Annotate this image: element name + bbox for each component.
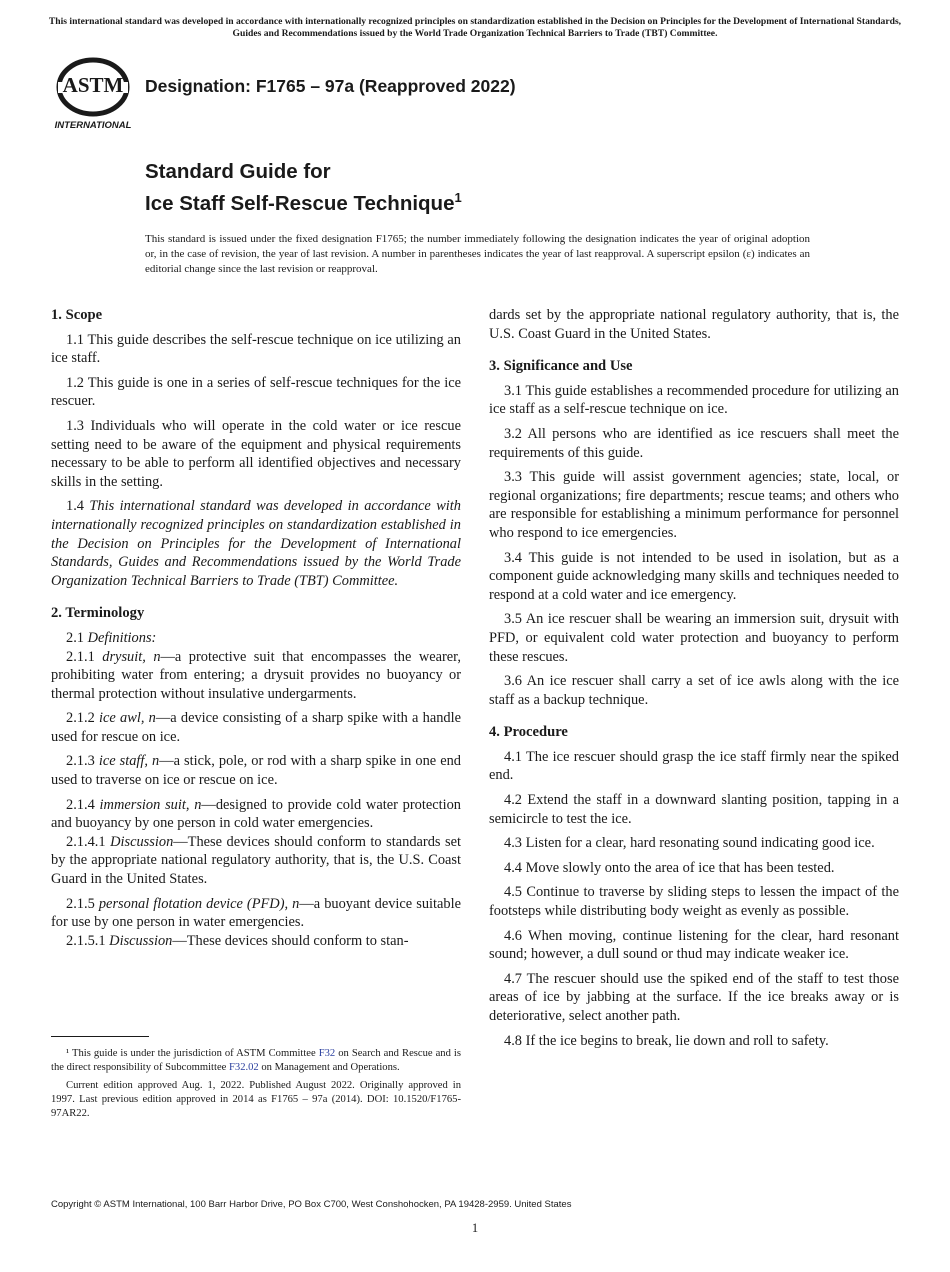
paragraph-4-4: 4.4 Move slowly onto the area of ice that has been tested. [504,859,835,876]
definition-ice-staff: 2.1.3 ice staff, n—a stick, pole, or rod with a sharp spike in one end used to traverse on ice or rescue on ice. [51,753,461,789]
committee-f32-link[interactable]: F32 [318,1048,336,1059]
paragraph-4-6: 4.6 When moving, continue listening for the clear, hard resonant sound; however, a dull sound or thud may indicate weaker ice. [489,927,899,963]
paragraph-4-8: 4.8 If the ice begins to break, lie down and roll to safety. [504,1032,829,1049]
paragraph-3-6: 3.6 An ice rescuer shall carry a set of ice awls along with the ice staff as a backup technique. [489,673,899,708]
paragraph-2-1: 2.1 Definitions: [66,629,157,646]
definition-ice-awl: 2.1.2 ice awl, n—a device consisting of a sharp spike with a handle used for rescue on ice. [51,710,461,745]
page-number: 1 [471,1221,479,1235]
paragraph-4-1: 4.1 The ice rescuer should grasp the ice staff firmly near the spiked end. [489,748,899,784]
paragraph-3-4: 3.4 This guide is not intended to be used in isolation, but as a component guide acknowledging many skills and techniques needed to respond at a cold water and ice emergency. [489,549,899,603]
paragraph-3-3: 3.3 This guide will assist government agencies; state, local, or regional organizations; fire departments; rescue teams; and others who are responsible for establishing a minimum performance for personnel who respond to ice emergencies. [489,469,899,541]
left-column [51,306,461,956]
designation: Designation: F1765 – 97a (Reapproved 2022) [145,76,516,96]
section-heading-procedure: 4. Procedure [489,724,568,741]
paragraph-4-3: 4.3 Listen for a clear, hard resonating sound indicating good ice. [504,835,875,852]
astm-logo-label: INTERNATIONAL [54,120,132,131]
footnote-divider [51,1036,149,1037]
paragraph-4-5: 4.5 Continue to traverse by sliding steps to lessen the impact of the footsteps while distributing body weight as evenly as possible. [489,884,899,920]
right-column [489,306,899,1056]
paragraph-1-2: 1.2 This guide is one in a series of self-rescue techniques for the ice rescuer. [51,374,461,410]
paragraph-1-3: 1.3 Individuals who will operate in the cold water or ice rescue setting need to be aware of the equipment and physical requirements necessary to be able to perform all identified objectives and necessary skills in the setting. [51,417,461,490]
title-line-1: Standard Guide for [145,160,331,183]
paragraph-1-1: 1.1 This guide describes the self-rescue technique on ice utilizing an ice staff. [51,331,461,367]
discussion-2-1-4-1: 2.1.4.1 Discussion—These devices should conform to standards set by the appropriate national regulatory authority, that is, the U.S. Coast Guard in the United States. [51,833,462,888]
title-line-2: Ice Staff Self-Rescue Technique$^1$ [145,190,462,215]
wto-notice: This international standard was developed in accordance with internationally recognized principles on standardization established in the Decision on Principles for the Development of International Standards, Guides and Recommendations issued by the World Trade Organization Technical Barriers to Trade (TBT) Committee. [48,16,902,39]
discussion-2-1-5-1: 2.1.5.1 Discussion—These devices should conform to stan- [66,932,409,949]
section-heading-scope: 1. Scope [51,307,103,323]
document-title [145,159,462,217]
paragraph-3-5: 3.5 An ice rescuer shall be wearing an immersion suit, drysuit with PFD, or equivalent cold water protection and buoyancy to perform these rescues. [489,611,899,665]
definition-pfd: 2.1.5 personal flotation device (PFD), n—a buoyant device suitable for use by one person in water emergencies. [51,895,462,931]
issue-note: This standard is issued under the fixed designation F1765; the number immediately following the designation indicates the year of original adoption or, in the case of revision, the year of last revision. A number in parentheses indicates the year of last reapproval. A superscript epsilon (ε) indicates an editorial change since the last revision or reapproval. [145,233,810,275]
paragraph-continuation: dards set by the appropriate national regulatory authority, that is, the U.S. Coast Guard in the United States. [489,307,899,342]
section-heading-terminology: 2. Terminology [51,605,145,622]
paragraph-3-2: 3.2 All persons who are identified as ice rescuers shall meet the requirements of this guide. [489,425,899,461]
svg-text:ASTM: ASTM [62,73,124,97]
edition-note: Current edition approved Aug. 1, 2022. Published August 2022. Originally approved in 1997. Last previous edition approved in 2014 as F1765 – 97a (2014). DOI: 10.1520/F1765-97AR22. [51,1080,461,1119]
title-footnote-mark: 1 [454,190,462,205]
section-heading-significance: 3. Significance and Use [489,358,633,375]
footnote-1: ¹ This guide is under the jurisdiction of ASTM Committee F32 on Search and Rescue and is the direct responsibility of Subcommittee F32.02 on Management and Operations. [51,1048,461,1073]
paragraph-4-2: 4.2 Extend the staff in a downward slanting position, tapping in a semicircle to test the ice. [489,792,899,827]
copyright-line: Copyright © ASTM International, 100 Barr Harbor Drive, PO Box C700, West Conshohocken, PA 19428-2959. United States [51,1199,572,1210]
paragraph-1-4: 1.4 This international standard was developed in accordance with internationally recognized principles on standardization established in the Decision on Principles for the Development of International Standards, Guides and Recommendations issued by the World Trade Organization Technical Barriers to Trade (TBT) Committee. [51,498,461,589]
paragraph-3-1: 3.1 This guide establishes a recommended procedure for utilizing an ice staff as a self-rescue technique on ice. [489,382,899,418]
definition-immersion-suit: 2.1.4 immersion suit, n—designed to provide cold water protection and buoyancy by one person in cold water emergencies. [51,796,461,832]
definition-drysuit: 2.1.1 drysuit, n—a protective suit that encompasses the wearer, prohibiting water from entering; a drysuit provides no buoyancy or thermal protection without insulative undergarments. [51,648,461,702]
astm-logo [50,56,136,132]
footnotes [51,1047,461,1125]
subcommittee-f32-02-link[interactable]: F32.02 [229,1062,259,1073]
paragraph-4-7: 4.7 The rescuer should use the spiked end of the staff to test those areas of ice by jabbing at the surface. If the ice breaks away or is deteriorative, select another path. [489,970,899,1024]
